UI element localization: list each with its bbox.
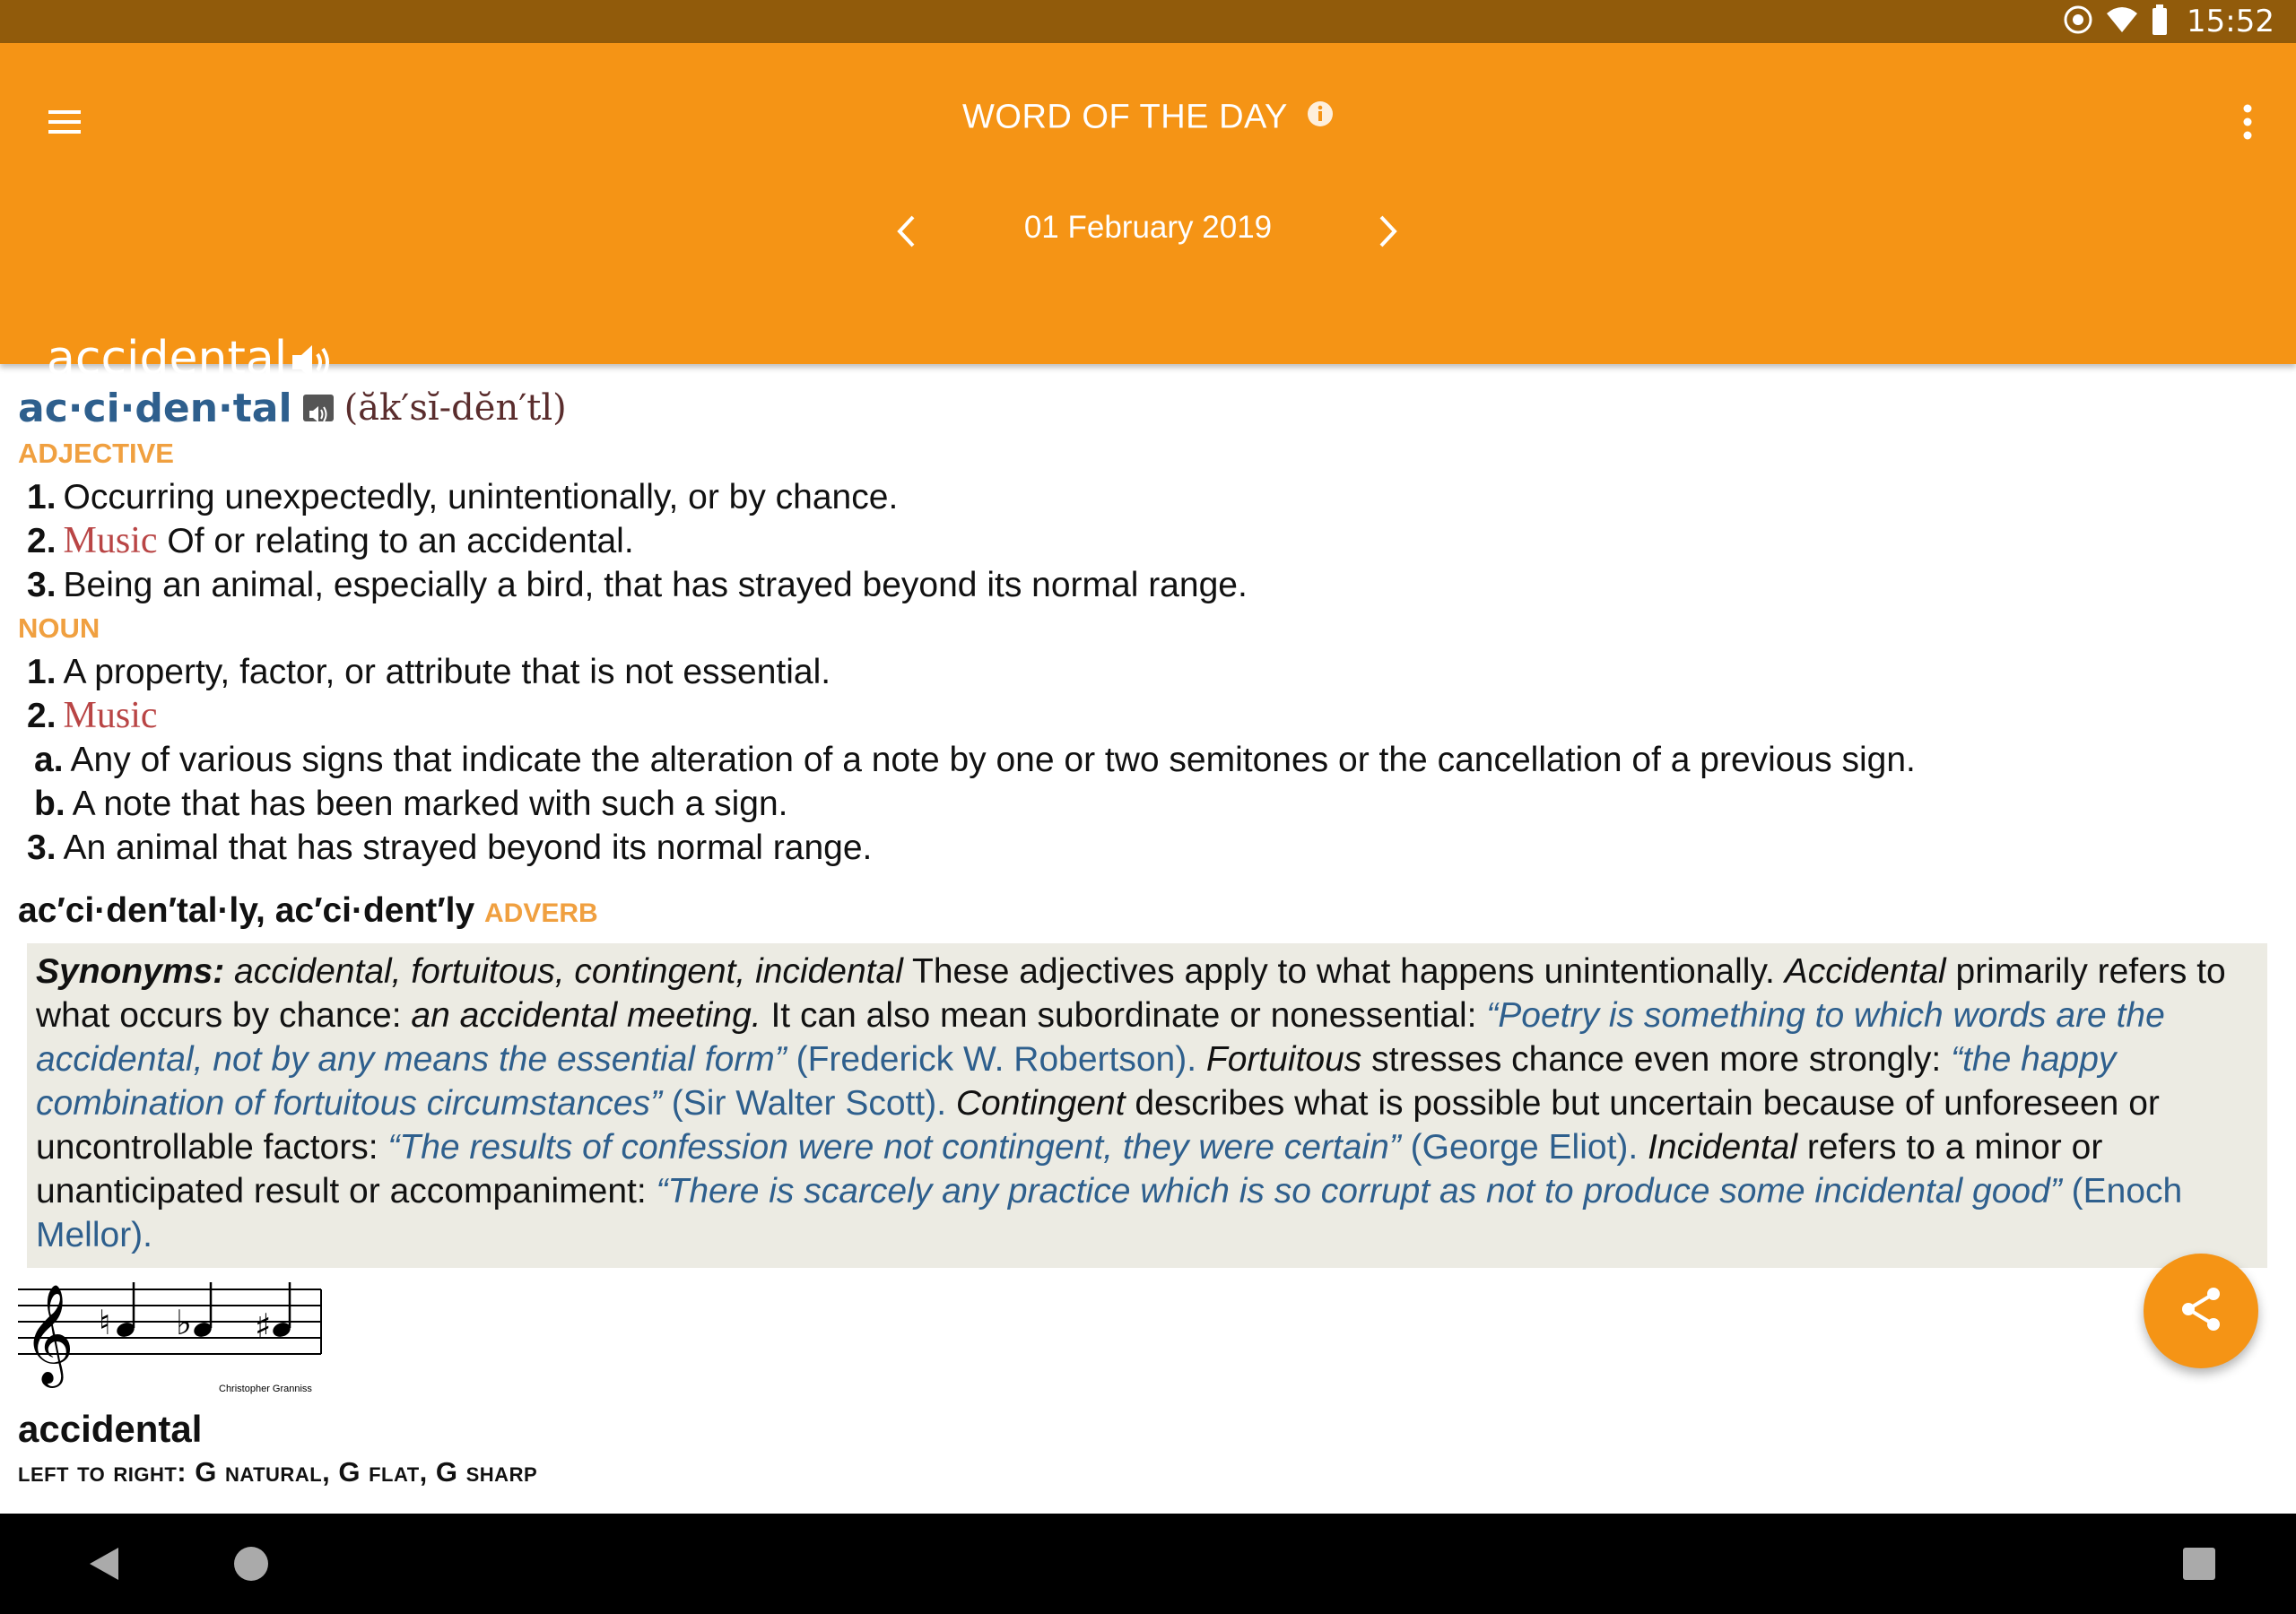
- def-text: Of or relating to an accidental.: [157, 522, 634, 560]
- flat-sign-icon: ♭: [176, 1303, 192, 1342]
- music-staff-illustration: [16, 1273, 326, 1399]
- def-number: 3.: [27, 566, 57, 604]
- status-time: 15:52: [2187, 4, 2274, 39]
- syn-attribution: (Frederick W. Robertson).: [786, 1040, 1206, 1079]
- syn-term: Contingent: [955, 1084, 1126, 1123]
- def-text: A property, factor, or attribute that is not essential.: [63, 653, 831, 691]
- syn-quote: “Poetry is something to which words are the accidental, not by any means the essential form”: [36, 996, 2165, 1079]
- synonyms-heading: Synonyms:: [36, 952, 225, 991]
- back-icon[interactable]: [79, 1537, 133, 1591]
- synonym-words: accidental, fortuitous, contingent, incidental: [224, 952, 903, 991]
- def-number: 1.: [27, 653, 57, 691]
- syn-text: describes what is possible but uncertain because of unforeseen or uncontrollable factors:: [36, 1084, 2160, 1167]
- def-text: Being an animal, especially a bird, that has strayed beyond its normal range.: [63, 566, 1248, 604]
- definition-line: [18, 650, 2278, 694]
- syn-term: Accidental: [1784, 952, 1946, 991]
- treble-clef-icon: 𝄞: [23, 1283, 74, 1384]
- entry-header: [18, 384, 2278, 432]
- def-number: 2.: [27, 522, 57, 560]
- info-icon[interactable]: [1307, 98, 1334, 136]
- chevron-right-icon: [1378, 214, 1399, 253]
- illustration-credit: Christopher Granniss: [219, 1384, 312, 1394]
- status-bar: [0, 0, 2296, 43]
- battery-icon: [2151, 4, 2169, 39]
- definition-line: [18, 694, 2278, 738]
- page-title-text: WORD OF THE DAY: [962, 98, 1288, 136]
- syn-term: Fortuitous: [1205, 1040, 1362, 1079]
- home-icon[interactable]: [222, 1535, 280, 1592]
- definition-line: [18, 475, 2278, 519]
- syn-quote: “There is scarcely any practice which is so corrupt as not to produce some incidental good”: [656, 1172, 2062, 1210]
- syn-text: These adjectives apply to what happens unintentionally.: [902, 952, 1785, 991]
- page-title: [0, 97, 2296, 136]
- current-date: 01 February 2019: [1023, 210, 1273, 245]
- previous-day-button[interactable]: [881, 204, 931, 262]
- wifi-icon: [2106, 6, 2138, 38]
- syn-attribution: (Sir Walter Scott).: [661, 1084, 956, 1123]
- subdefinition-line: [18, 782, 2278, 826]
- sharp-sign-icon: ♯: [255, 1306, 272, 1346]
- natural-sign-icon: ♮: [99, 1303, 111, 1342]
- definition-line: [18, 519, 2278, 563]
- pos-noun: NOUN: [18, 612, 100, 644]
- def-number: b.: [34, 785, 65, 823]
- sync-circle-icon: [2063, 4, 2093, 39]
- app-bar: [0, 43, 2296, 386]
- syn-attribution: (Enoch Mellor).: [36, 1172, 2183, 1254]
- more-options-button[interactable]: [2219, 95, 2276, 152]
- entry-content: [18, 384, 2278, 940]
- pronunciation-audio-icon[interactable]: [303, 395, 334, 421]
- share-button[interactable]: [2144, 1254, 2258, 1368]
- pos-adverb: ADVERB: [484, 898, 598, 928]
- syn-quote: “the happy combination of fortuitous circumstances”: [36, 1040, 2117, 1123]
- subject-label: Music: [63, 520, 158, 561]
- pronunciation: (ăk′sĭ-dĕn′tl): [344, 386, 567, 429]
- more-vert-icon: [2242, 104, 2253, 144]
- syn-text: primarily refers to what occurs by chance:: [36, 952, 2226, 1035]
- definition-line: [18, 826, 2278, 870]
- entry-word: ac·ci·den·tal: [18, 385, 292, 431]
- def-text: Any of various signs that indicate the alteration of a note by one or two semitones or the cancellation of a previous sign.: [70, 741, 1916, 779]
- syn-term: Incidental: [1648, 1128, 1798, 1167]
- def-text: An animal that has strayed beyond its normal range.: [63, 829, 873, 867]
- subdefinition-line: [18, 738, 2278, 782]
- syn-example: an accidental meeting.: [411, 996, 761, 1035]
- runon-forms: ac′ci·den′tal·ly, ac′ci·dent′ly: [18, 891, 475, 930]
- def-text: Occurring unexpectedly, unintentionally, or by chance.: [63, 478, 899, 516]
- chevron-left-icon: [895, 214, 917, 253]
- recents-icon[interactable]: [2170, 1535, 2228, 1592]
- def-number: 1.: [27, 478, 57, 516]
- def-number: 2.: [27, 697, 57, 735]
- next-day-button[interactable]: [1363, 204, 1413, 262]
- caption-word: accidental: [18, 1408, 203, 1450]
- syn-quote: “The results of confession were not contingent, they were certain”: [387, 1128, 1401, 1167]
- subject-label: Music: [63, 695, 158, 736]
- share-icon: [2179, 1286, 2222, 1337]
- syn-attribution: (George Eliot).: [1400, 1128, 1648, 1167]
- syn-text: stresses chance even more strongly:: [1361, 1040, 1952, 1079]
- headword: accidental: [47, 332, 288, 386]
- def-number: a.: [34, 741, 64, 779]
- system-nav-bar: [0, 1514, 2296, 1614]
- runon-entry: [18, 882, 2278, 940]
- synonyms-note: [27, 943, 2267, 1268]
- def-text: A note that has been marked with such a sign.: [72, 785, 788, 823]
- syn-text: It can also mean subordinate or nonessential:: [761, 996, 1487, 1035]
- def-number: 3.: [27, 829, 57, 867]
- syn-text: refers to a minor or unanticipated result or accompaniment:: [36, 1128, 2103, 1210]
- status-icons: [2063, 0, 2274, 43]
- caption-text: left to right: G natural, G flat, G sharp: [18, 1456, 538, 1488]
- speaker-icon[interactable]: [289, 339, 335, 386]
- definition-line: [18, 563, 2278, 607]
- pos-adjective: ADJECTIVE: [18, 438, 174, 469]
